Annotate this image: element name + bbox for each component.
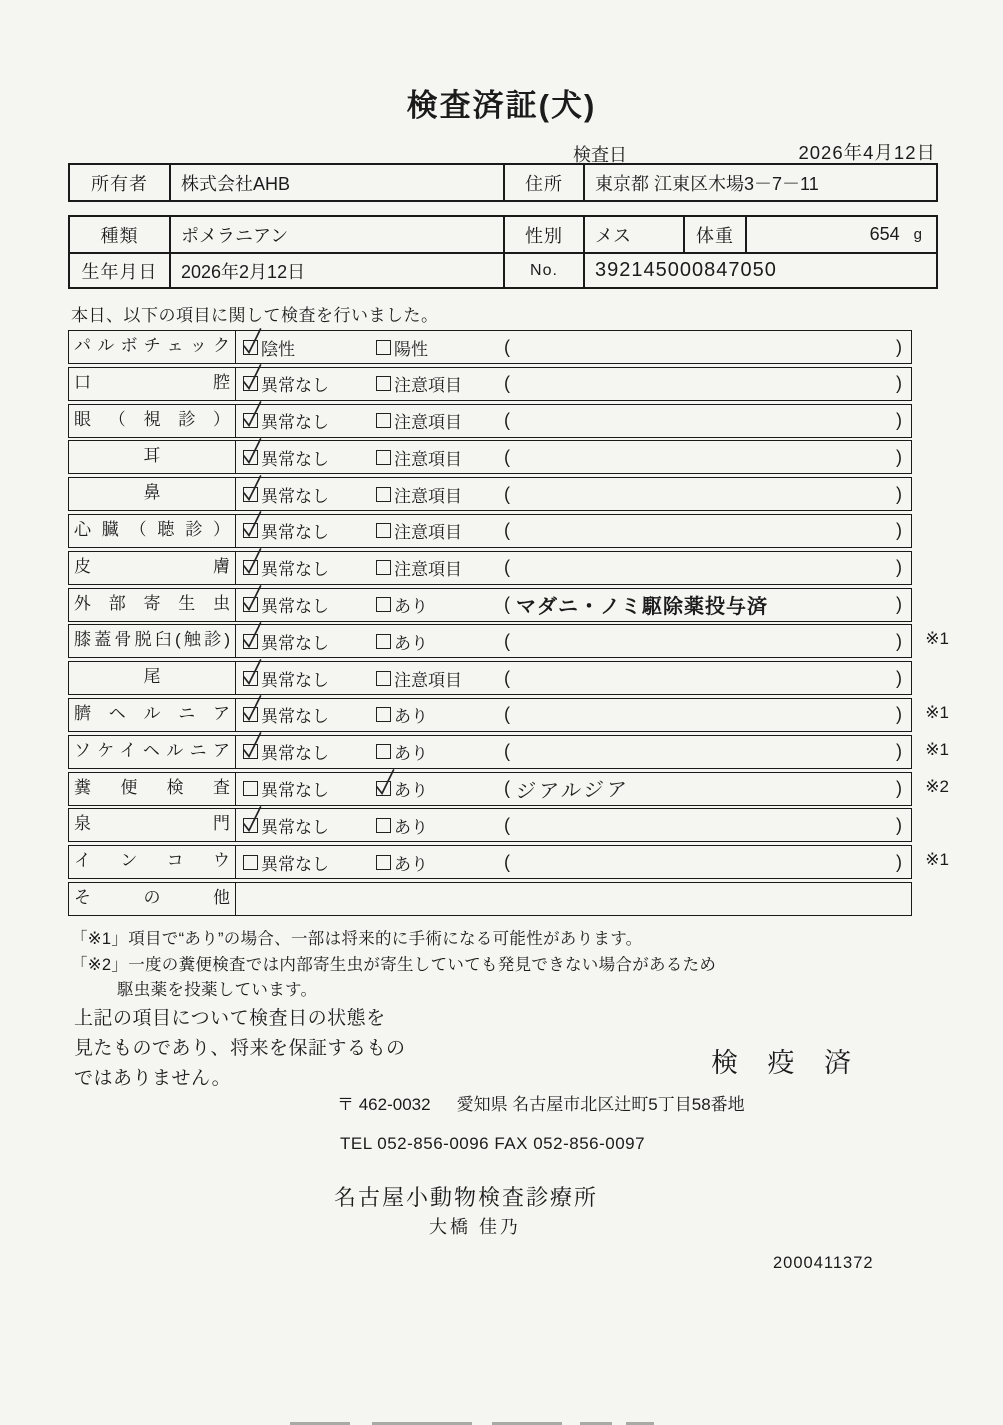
exam-row	[68, 624, 949, 658]
exam-row-label: 眼（視診）	[69, 405, 236, 437]
exam-row	[68, 440, 912, 474]
option-label: 注意項目	[394, 413, 462, 433]
option-group	[243, 666, 376, 691]
inspection-date-value: 2026年4月12日	[798, 142, 936, 163]
exam-row-content	[236, 736, 911, 768]
checkbox-checked	[243, 818, 258, 833]
paren-open: (	[504, 336, 510, 357]
checkbox-unchecked	[376, 707, 391, 722]
no-label: No.	[505, 254, 585, 287]
result-paren-zone	[504, 410, 911, 431]
result-value: ジアルジア	[514, 779, 631, 804]
option-label: 異常なし	[261, 376, 329, 396]
exam-row	[68, 845, 949, 879]
exam-row-content	[236, 625, 911, 657]
exam-row-label: 臍ヘルニア	[69, 699, 236, 731]
exam-row-content	[236, 699, 911, 731]
option-group	[376, 408, 504, 433]
option-label: 注意項目	[394, 670, 462, 690]
checkbox-checked	[376, 781, 391, 796]
paren-open: (	[504, 520, 510, 541]
checkbox-unchecked	[376, 560, 391, 575]
exam-row-label: パルボチェック	[69, 331, 236, 363]
option-group	[243, 850, 376, 875]
check-mark-icon	[241, 326, 263, 356]
quarantine-stamp: 検 疫 済	[711, 1048, 863, 1078]
paren-close: )	[896, 483, 902, 504]
checkbox-unchecked	[376, 376, 391, 391]
exam-row	[68, 661, 912, 695]
option-group	[376, 813, 504, 838]
checkbox-unchecked	[243, 855, 258, 870]
exam-row-label: 鼻	[69, 478, 236, 510]
paren-close: )	[896, 520, 902, 541]
option-group	[243, 335, 376, 360]
owner-label: 所有者	[70, 165, 171, 200]
exam-row-content	[236, 773, 911, 805]
row-footnote-marker: ※1	[925, 702, 949, 722]
no-value: 392145000847050	[595, 259, 777, 281]
paren-close: )	[896, 336, 902, 357]
inspection-date-label: 検査日	[573, 145, 627, 165]
clinic-name: 名古屋小動物検査診療所	[334, 1185, 599, 1210]
checkbox-checked	[243, 487, 258, 502]
result-paren-zone	[504, 520, 911, 541]
intro-sentence: 本日、以下の項目に関して検査を行いました。	[71, 306, 439, 325]
animal-table	[68, 215, 938, 289]
checkbox-unchecked	[376, 818, 391, 833]
check-mark-icon	[241, 362, 263, 392]
footnote-2-line2: 駆虫薬を投薬しています。	[117, 981, 318, 999]
result-paren-zone	[504, 484, 911, 505]
option-label: 異常なし	[261, 707, 329, 727]
exam-row	[68, 698, 949, 732]
exam-row-label: 膝蓋骨脱臼(触診)	[69, 625, 236, 657]
result-paren-zone	[504, 852, 911, 873]
checkbox-checked	[243, 560, 258, 575]
checkbox-checked	[243, 523, 258, 538]
exam-row-label: 耳	[69, 441, 236, 473]
paren-close: )	[896, 594, 902, 615]
paren-close: )	[896, 630, 902, 651]
paren-open: (	[504, 778, 510, 799]
checkbox-unchecked	[376, 634, 391, 649]
exam-row-label: 糞便検査	[69, 773, 236, 805]
option-label: 異常なし	[261, 449, 329, 469]
breed-value: ポメラニアン	[171, 217, 505, 252]
option-label: あり	[394, 781, 428, 801]
check-mark-icon	[241, 730, 263, 760]
result-paren-zone	[504, 774, 911, 803]
checkbox-unchecked	[376, 487, 391, 502]
option-group	[376, 592, 504, 617]
exam-row-label: 尾	[69, 662, 236, 694]
address-label: 住所	[505, 165, 585, 200]
serial-number: 2000411372	[773, 1254, 874, 1272]
exam-row-content	[236, 589, 911, 621]
exam-table	[68, 330, 949, 919]
option-label: 注意項目	[394, 376, 462, 396]
row-footnote-marker: ※1	[925, 850, 949, 870]
weight-unit: g	[913, 226, 922, 243]
row-footnote-marker: ※1	[925, 739, 949, 759]
paren-close: )	[896, 410, 902, 431]
footnote-1: 「※1」項目で“あり”の場合、一部は将来的に手術になる可能性があります。	[71, 930, 643, 948]
result-paren-zone	[504, 447, 911, 468]
weight-label: 体重	[685, 217, 747, 252]
option-label: 注意項目	[394, 560, 462, 580]
disclaimer-line: ではありません。	[74, 1068, 232, 1089]
exam-row-label: 泉門	[69, 809, 236, 841]
exam-row	[68, 477, 912, 511]
exam-row	[68, 735, 949, 769]
paren-close: )	[896, 851, 902, 872]
paren-close: )	[896, 373, 902, 394]
paren-open: (	[504, 410, 510, 431]
option-group	[376, 702, 504, 727]
check-mark-icon	[241, 546, 263, 576]
footnote-2-line1: 「※2」一度の糞便検査では内部寄生虫が寄生していても発見できない場合があるため	[71, 956, 717, 974]
paren-open: (	[504, 594, 510, 615]
option-group	[376, 371, 504, 396]
option-label: あり	[394, 817, 428, 837]
checkbox-unchecked	[243, 781, 258, 796]
exam-row-label: 外部寄生虫	[69, 589, 236, 621]
option-group	[243, 518, 376, 543]
option-label: 異常なし	[261, 523, 329, 543]
paren-open: (	[504, 741, 510, 762]
veterinarian-name: 大橋 佳乃	[429, 1217, 522, 1237]
owner-value: 株式会社AHB	[171, 165, 505, 200]
option-group	[243, 813, 376, 838]
check-mark-icon	[241, 657, 263, 687]
checkbox-checked	[243, 376, 258, 391]
option-label: 異常なし	[261, 633, 329, 653]
exam-row-content	[236, 405, 911, 437]
option-label: 異常なし	[261, 413, 329, 433]
result-paren-zone	[504, 815, 911, 836]
paren-close: )	[896, 667, 902, 688]
result-paren-zone	[504, 668, 911, 689]
option-label: 陰性	[261, 339, 295, 359]
option-label: 異常なし	[261, 670, 329, 690]
paren-open: (	[504, 667, 510, 688]
birthdate-value: 2026年2月12日	[171, 254, 505, 287]
checkbox-checked	[243, 634, 258, 649]
option-group	[243, 482, 376, 507]
exam-row	[68, 514, 912, 548]
option-group	[376, 555, 504, 580]
postal-code: 〒 462-0032	[337, 1095, 431, 1114]
option-label: あり	[394, 744, 428, 764]
paren-open: (	[504, 814, 510, 835]
exam-row-label: 皮膚	[69, 552, 236, 584]
exam-row-label: 心臓（聴診）	[69, 515, 236, 547]
option-label: 注意項目	[394, 449, 462, 469]
birthdate-label: 生年月日	[70, 254, 171, 287]
disclaimer	[74, 1004, 406, 1094]
exam-row-label: インコウ	[69, 846, 236, 878]
exam-row	[68, 772, 949, 806]
breed-label: 種類	[70, 217, 171, 252]
paren-open: (	[504, 704, 510, 725]
clinic-tel-fax: TEL 052-856-0096 FAX 052-856-0097	[340, 1134, 646, 1153]
exam-row-content	[236, 662, 911, 694]
option-label: 注意項目	[394, 523, 462, 543]
paren-close: )	[896, 446, 902, 467]
exam-row-content	[236, 478, 911, 510]
option-group	[376, 335, 504, 360]
option-group	[243, 592, 376, 617]
paren-close: )	[896, 814, 902, 835]
option-group	[243, 371, 376, 396]
option-label: 異常なし	[261, 597, 329, 617]
option-label: 異常なし	[261, 560, 329, 580]
checkbox-checked	[243, 744, 258, 759]
checkbox-checked	[243, 413, 258, 428]
check-mark-icon	[241, 620, 263, 650]
option-label: あり	[394, 633, 428, 653]
option-group	[376, 666, 504, 691]
exam-row	[68, 808, 912, 842]
weight-cell	[747, 217, 936, 252]
option-label: あり	[394, 707, 428, 727]
paren-open: (	[504, 483, 510, 504]
option-group	[376, 629, 504, 654]
option-group	[376, 518, 504, 543]
option-label: 異常なし	[261, 744, 329, 764]
result-paren-zone	[504, 337, 911, 358]
check-mark-icon	[241, 583, 263, 613]
row-footnote-marker: ※1	[925, 629, 949, 649]
result-value: マダニ・ノミ駆除薬投与済	[516, 596, 768, 619]
option-group	[243, 739, 376, 764]
paren-close: )	[896, 741, 902, 762]
option-label: 異常なし	[261, 486, 329, 506]
option-group	[376, 739, 504, 764]
option-group	[243, 629, 376, 654]
checkbox-unchecked	[376, 340, 391, 355]
exam-row	[68, 588, 912, 622]
checkbox-checked	[243, 340, 258, 355]
option-group	[243, 445, 376, 470]
check-mark-icon	[374, 767, 396, 797]
option-group	[376, 445, 504, 470]
checkbox-unchecked	[376, 671, 391, 686]
disclaimer-line: 上記の項目について検査日の状態を	[74, 1008, 386, 1029]
option-label: 注意項目	[394, 486, 462, 506]
exam-row-content	[236, 441, 911, 473]
address-value: 東京都 江東区木場3－7－11	[595, 173, 819, 194]
paren-open: (	[504, 630, 510, 651]
clinic-address: 愛知県 名古屋市北区辻町5丁目58番地	[456, 1095, 745, 1114]
checkbox-unchecked	[376, 855, 391, 870]
check-mark-icon	[241, 399, 263, 429]
checkbox-checked	[243, 707, 258, 722]
checkbox-checked	[243, 671, 258, 686]
checkbox-unchecked	[376, 413, 391, 428]
exam-row-content	[236, 515, 911, 547]
exam-row-label: その他	[69, 883, 236, 915]
option-label: あり	[394, 597, 428, 617]
exam-row-content	[236, 883, 911, 915]
option-label: 異常なし	[261, 854, 329, 874]
check-mark-icon	[241, 509, 263, 539]
check-mark-icon	[241, 473, 263, 503]
exam-row-content	[236, 846, 911, 878]
checkbox-checked	[243, 597, 258, 612]
result-paren-zone	[504, 557, 911, 578]
check-mark-icon	[241, 804, 263, 834]
paren-close: )	[896, 557, 902, 578]
exam-row	[68, 330, 912, 364]
disclaimer-line: 見たものであり、将来を保証するもの	[74, 1038, 406, 1059]
checkbox-unchecked	[376, 597, 391, 612]
option-group	[243, 555, 376, 580]
option-group	[376, 850, 504, 875]
clinic-postal-line	[337, 1090, 745, 1115]
option-group	[243, 776, 376, 801]
paren-open: (	[504, 851, 510, 872]
checkbox-checked	[243, 450, 258, 465]
option-group	[376, 776, 504, 801]
check-mark-icon	[241, 693, 263, 723]
row-footnote-marker: ※2	[925, 776, 949, 796]
exam-row-content	[236, 331, 911, 363]
sex-value: メス	[585, 217, 685, 252]
paren-open: (	[504, 446, 510, 467]
result-paren-zone	[504, 373, 911, 394]
paren-close: )	[896, 778, 902, 799]
page-title: 検査済証(犬)	[406, 88, 597, 123]
result-paren-zone	[504, 590, 911, 619]
option-label: 異常なし	[261, 781, 329, 801]
exam-row-label: 口腔	[69, 368, 236, 400]
exam-row-label: ソケイヘルニア	[69, 736, 236, 768]
exam-row-content	[236, 809, 911, 841]
checkbox-unchecked	[376, 744, 391, 759]
owner-table	[68, 163, 938, 202]
weight-value: 654	[869, 224, 900, 244]
sex-label: 性別	[505, 217, 585, 252]
paren-open: (	[504, 557, 510, 578]
result-paren-zone	[504, 704, 911, 725]
exam-row	[68, 404, 912, 438]
exam-row-content	[236, 368, 911, 400]
option-label: 陽性	[394, 339, 428, 359]
exam-row	[68, 551, 912, 585]
check-mark-icon	[241, 436, 263, 466]
option-group	[243, 408, 376, 433]
exam-row	[68, 367, 912, 401]
option-group	[243, 702, 376, 727]
option-label: あり	[394, 854, 428, 874]
checkbox-unchecked	[376, 450, 391, 465]
paren-close: )	[896, 704, 902, 725]
option-group	[376, 482, 504, 507]
exam-row-content	[236, 552, 911, 584]
option-label: 異常なし	[261, 817, 329, 837]
result-paren-zone	[504, 631, 911, 652]
exam-row	[68, 882, 912, 916]
result-paren-zone	[504, 741, 911, 762]
checkbox-unchecked	[376, 523, 391, 538]
paren-open: (	[504, 373, 510, 394]
